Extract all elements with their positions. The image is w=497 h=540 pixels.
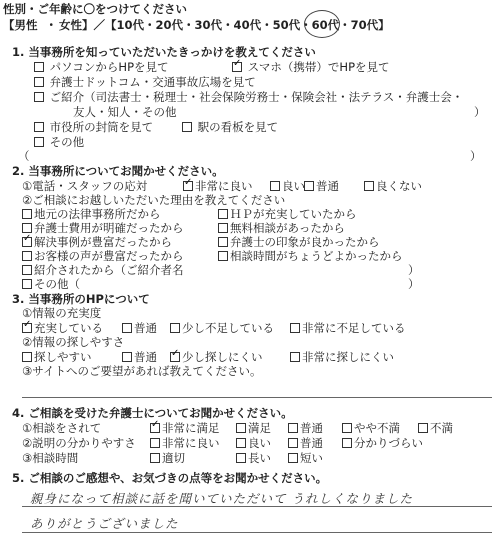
checkbox-station[interactable] bbox=[182, 122, 192, 132]
q4-r2-opt2[interactable]: 良い bbox=[236, 435, 271, 451]
checkbox[interactable] bbox=[236, 453, 246, 463]
checkbox[interactable] bbox=[342, 438, 352, 448]
gender-age-row: 【男性 ・ 女性】／【10代・20代・30代・40代・50代・60代・70代】 bbox=[3, 18, 390, 32]
checkbox[interactable] bbox=[150, 453, 160, 463]
checkbox[interactable] bbox=[288, 423, 298, 433]
q4-r2-opt1[interactable]: 非常に良い bbox=[150, 435, 220, 451]
reason-referral[interactable]: 紹介されたから（ご紹介者名 bbox=[22, 262, 184, 278]
checkbox[interactable] bbox=[170, 323, 180, 333]
checkbox[interactable] bbox=[170, 352, 180, 362]
referral-paren: ） bbox=[408, 263, 420, 277]
checkbox[interactable] bbox=[270, 181, 280, 191]
q3-sub2-opt4[interactable]: 非常に探しにくい bbox=[290, 349, 394, 365]
checkbox[interactable] bbox=[150, 438, 160, 448]
q1-other-close: ） bbox=[470, 149, 482, 163]
checkbox[interactable] bbox=[218, 209, 228, 219]
checkbox[interactable] bbox=[288, 453, 298, 463]
q3-answer-line[interactable] bbox=[22, 397, 492, 398]
q2-row1-opt1[interactable]: ✓ 非常に良い bbox=[183, 178, 253, 194]
q2-row2-label: ②ご相談にお越しいただいた理由を教えてください bbox=[22, 193, 286, 207]
reason-cases[interactable]: ✓解決事例が豊富だったから bbox=[22, 234, 172, 250]
q4-r3-opt2[interactable]: 長い bbox=[236, 450, 271, 466]
q3-sub1: ①情報の充実度 bbox=[22, 306, 102, 320]
q4-r2-opt3[interactable]: 普通 bbox=[288, 435, 323, 451]
checkbox[interactable] bbox=[218, 237, 228, 247]
other-paren: ） bbox=[408, 277, 420, 291]
checkbox-sp[interactable] bbox=[232, 62, 242, 72]
age-60[interactable]: ・60代 bbox=[300, 18, 340, 32]
checkbox[interactable] bbox=[183, 181, 193, 191]
q2-row1-label: ①電話・スタッフの応対 bbox=[22, 179, 148, 193]
q4-r1-opt1[interactable]: ✓ 非常に満足 bbox=[150, 420, 220, 436]
checkbox[interactable] bbox=[22, 223, 32, 233]
q1-title: 1. 当事務所を知っていただいたきっかけを教えてください bbox=[12, 45, 316, 59]
checkbox[interactable] bbox=[304, 181, 314, 191]
checkbox[interactable] bbox=[218, 223, 228, 233]
gender-male[interactable]: 男性 bbox=[14, 18, 38, 32]
q3-title: 3. 当事務所のHPについて bbox=[12, 292, 150, 306]
age-20[interactable]: ・20代 bbox=[144, 18, 184, 32]
q5-handwritten-2[interactable]: ありがとうございました bbox=[30, 516, 179, 531]
checkbox[interactable] bbox=[418, 423, 428, 433]
checkbox[interactable] bbox=[290, 352, 300, 362]
q4-r1-opt3[interactable]: 普通 bbox=[288, 420, 323, 436]
age-40[interactable]: ・40代 bbox=[222, 18, 262, 32]
q4-r1-opt2[interactable]: 満足 bbox=[236, 420, 271, 436]
checkbox[interactable] bbox=[22, 251, 32, 261]
q1-opt-pc[interactable]: パソコンからHPを見て bbox=[34, 59, 169, 75]
age-70[interactable]: ・70代 bbox=[339, 18, 379, 32]
q4-r3-label: ③相談時間 bbox=[22, 451, 79, 465]
checkbox[interactable] bbox=[236, 438, 246, 448]
q1-intro-paren: ） bbox=[474, 105, 486, 119]
checkbox[interactable] bbox=[288, 438, 298, 448]
q1-opt-station[interactable]: 駅の看板を見て bbox=[182, 119, 278, 135]
checkbox-intro[interactable] bbox=[34, 92, 44, 102]
q1-opt-city[interactable]: 市役所の封筒を見て bbox=[34, 119, 153, 135]
checkbox[interactable] bbox=[364, 181, 374, 191]
reason-hp[interactable]: ＨＰが充実していたから bbox=[218, 206, 357, 222]
checkbox[interactable] bbox=[22, 265, 32, 275]
q3-sub1-opt3[interactable]: 少し不足している bbox=[170, 320, 274, 336]
checkbox[interactable] bbox=[22, 279, 32, 289]
age-selected-circle bbox=[304, 10, 340, 38]
q2-row1-opt4[interactable]: 良くない bbox=[364, 178, 422, 194]
age-10[interactable]: 10代 bbox=[116, 18, 145, 32]
checkbox[interactable] bbox=[122, 352, 132, 362]
q2-title: 2. 当事務所についてお聞かせください。 bbox=[12, 164, 224, 178]
q4-r3-opt3[interactable]: 短い bbox=[288, 450, 323, 466]
reason-time[interactable]: 相談時間がちょうどよかったから bbox=[218, 248, 403, 264]
reason-fee[interactable]: 弁護士費用が明確だったから bbox=[22, 220, 184, 236]
q3-sub1-opt2[interactable]: 普通 bbox=[122, 320, 157, 336]
reason-voices[interactable]: お客様の声が豊富だったから bbox=[22, 248, 184, 264]
q1-other-open: （ bbox=[18, 149, 30, 163]
q4-r3-opt1[interactable]: 適切 bbox=[150, 450, 185, 466]
q4-r2-opt4[interactable]: 分かりづらい bbox=[342, 435, 423, 451]
q5-title: 5. ご相談のご感想や、お気づきの点等をお聞かせください。 bbox=[12, 471, 328, 485]
q3-sub1-opt4[interactable]: 非常に不足している bbox=[290, 320, 406, 336]
q1-opt-bengo[interactable]: 弁護士ドットコム・交通事故広場を見て bbox=[34, 74, 256, 90]
checkbox[interactable] bbox=[342, 423, 352, 433]
q4-r1-opt4[interactable]: やや不満 bbox=[342, 420, 400, 436]
q1-opt-sp[interactable]: ✓ スマホ（携帯）でHPを見て bbox=[232, 59, 390, 75]
checkbox-pc[interactable] bbox=[34, 62, 44, 72]
q5-handwritten-1[interactable]: 親身になって相談に話を聞いていただいて うれしくなりました bbox=[30, 491, 413, 506]
header-instruction: 性別・ご年齢に〇をつけてください bbox=[3, 2, 187, 16]
reason-other[interactable]: その他（ bbox=[22, 276, 80, 292]
q4-title: 4. ご相談を受けた弁護士についてお聞かせください。 bbox=[12, 406, 293, 420]
q2-row1-opt3[interactable]: 普通 bbox=[304, 178, 339, 194]
checkbox[interactable] bbox=[150, 423, 160, 433]
checkbox-bengo[interactable] bbox=[34, 77, 44, 87]
age-30[interactable]: ・30代 bbox=[183, 18, 223, 32]
age-50[interactable]: ・50代 bbox=[261, 18, 301, 32]
checkbox[interactable] bbox=[236, 423, 246, 433]
q1-intro-cont: 友人・知人・その他 bbox=[73, 105, 177, 119]
reason-impression[interactable]: 弁護士の印象が良かったから bbox=[218, 234, 380, 250]
q3-sub1-opt1[interactable]: ✓充実している bbox=[22, 320, 103, 336]
q1-opt-intro[interactable]: ご紹介（司法書士・税理士・社会保険労務士・保険会社・法テラス・弁護士会・ bbox=[34, 89, 463, 105]
q4-r1-label: ①相談をされて bbox=[22, 421, 102, 435]
checkbox-other[interactable] bbox=[34, 137, 44, 147]
checkbox[interactable] bbox=[22, 352, 32, 362]
q3-sub2: ②情報の探しやすさ bbox=[22, 335, 125, 349]
q4-r2-label: ②説明の分かりやすさ bbox=[22, 436, 136, 450]
q3-sub2-opt3[interactable]: ✓ 少し探しにくい bbox=[170, 349, 263, 365]
q4-r1-opt5[interactable]: 不満 bbox=[418, 420, 453, 436]
q2-row1-opt2[interactable]: 良い bbox=[270, 178, 305, 194]
checkbox[interactable] bbox=[122, 323, 132, 333]
checkbox-city[interactable] bbox=[34, 122, 44, 132]
reason-free[interactable]: 無料相談があったから bbox=[218, 220, 345, 236]
q1-opt-other[interactable]: その他 bbox=[34, 134, 84, 150]
q5-line-2 bbox=[22, 532, 492, 533]
gender-female[interactable]: 女性 bbox=[59, 18, 83, 32]
checkbox[interactable] bbox=[218, 251, 228, 261]
q3-sub2-opt1[interactable]: 探しやすい bbox=[22, 349, 92, 365]
checkbox[interactable] bbox=[22, 209, 32, 219]
checkbox[interactable] bbox=[22, 237, 32, 247]
q3-sub2-opt2[interactable]: 普通 bbox=[122, 349, 157, 365]
checkbox[interactable] bbox=[22, 323, 32, 333]
reason-local[interactable]: 地元の法律事務所だから bbox=[22, 206, 161, 222]
q3-sub3: ③サイトへのご要望があれば教えてください。 bbox=[22, 364, 262, 378]
checkbox[interactable] bbox=[290, 323, 300, 333]
